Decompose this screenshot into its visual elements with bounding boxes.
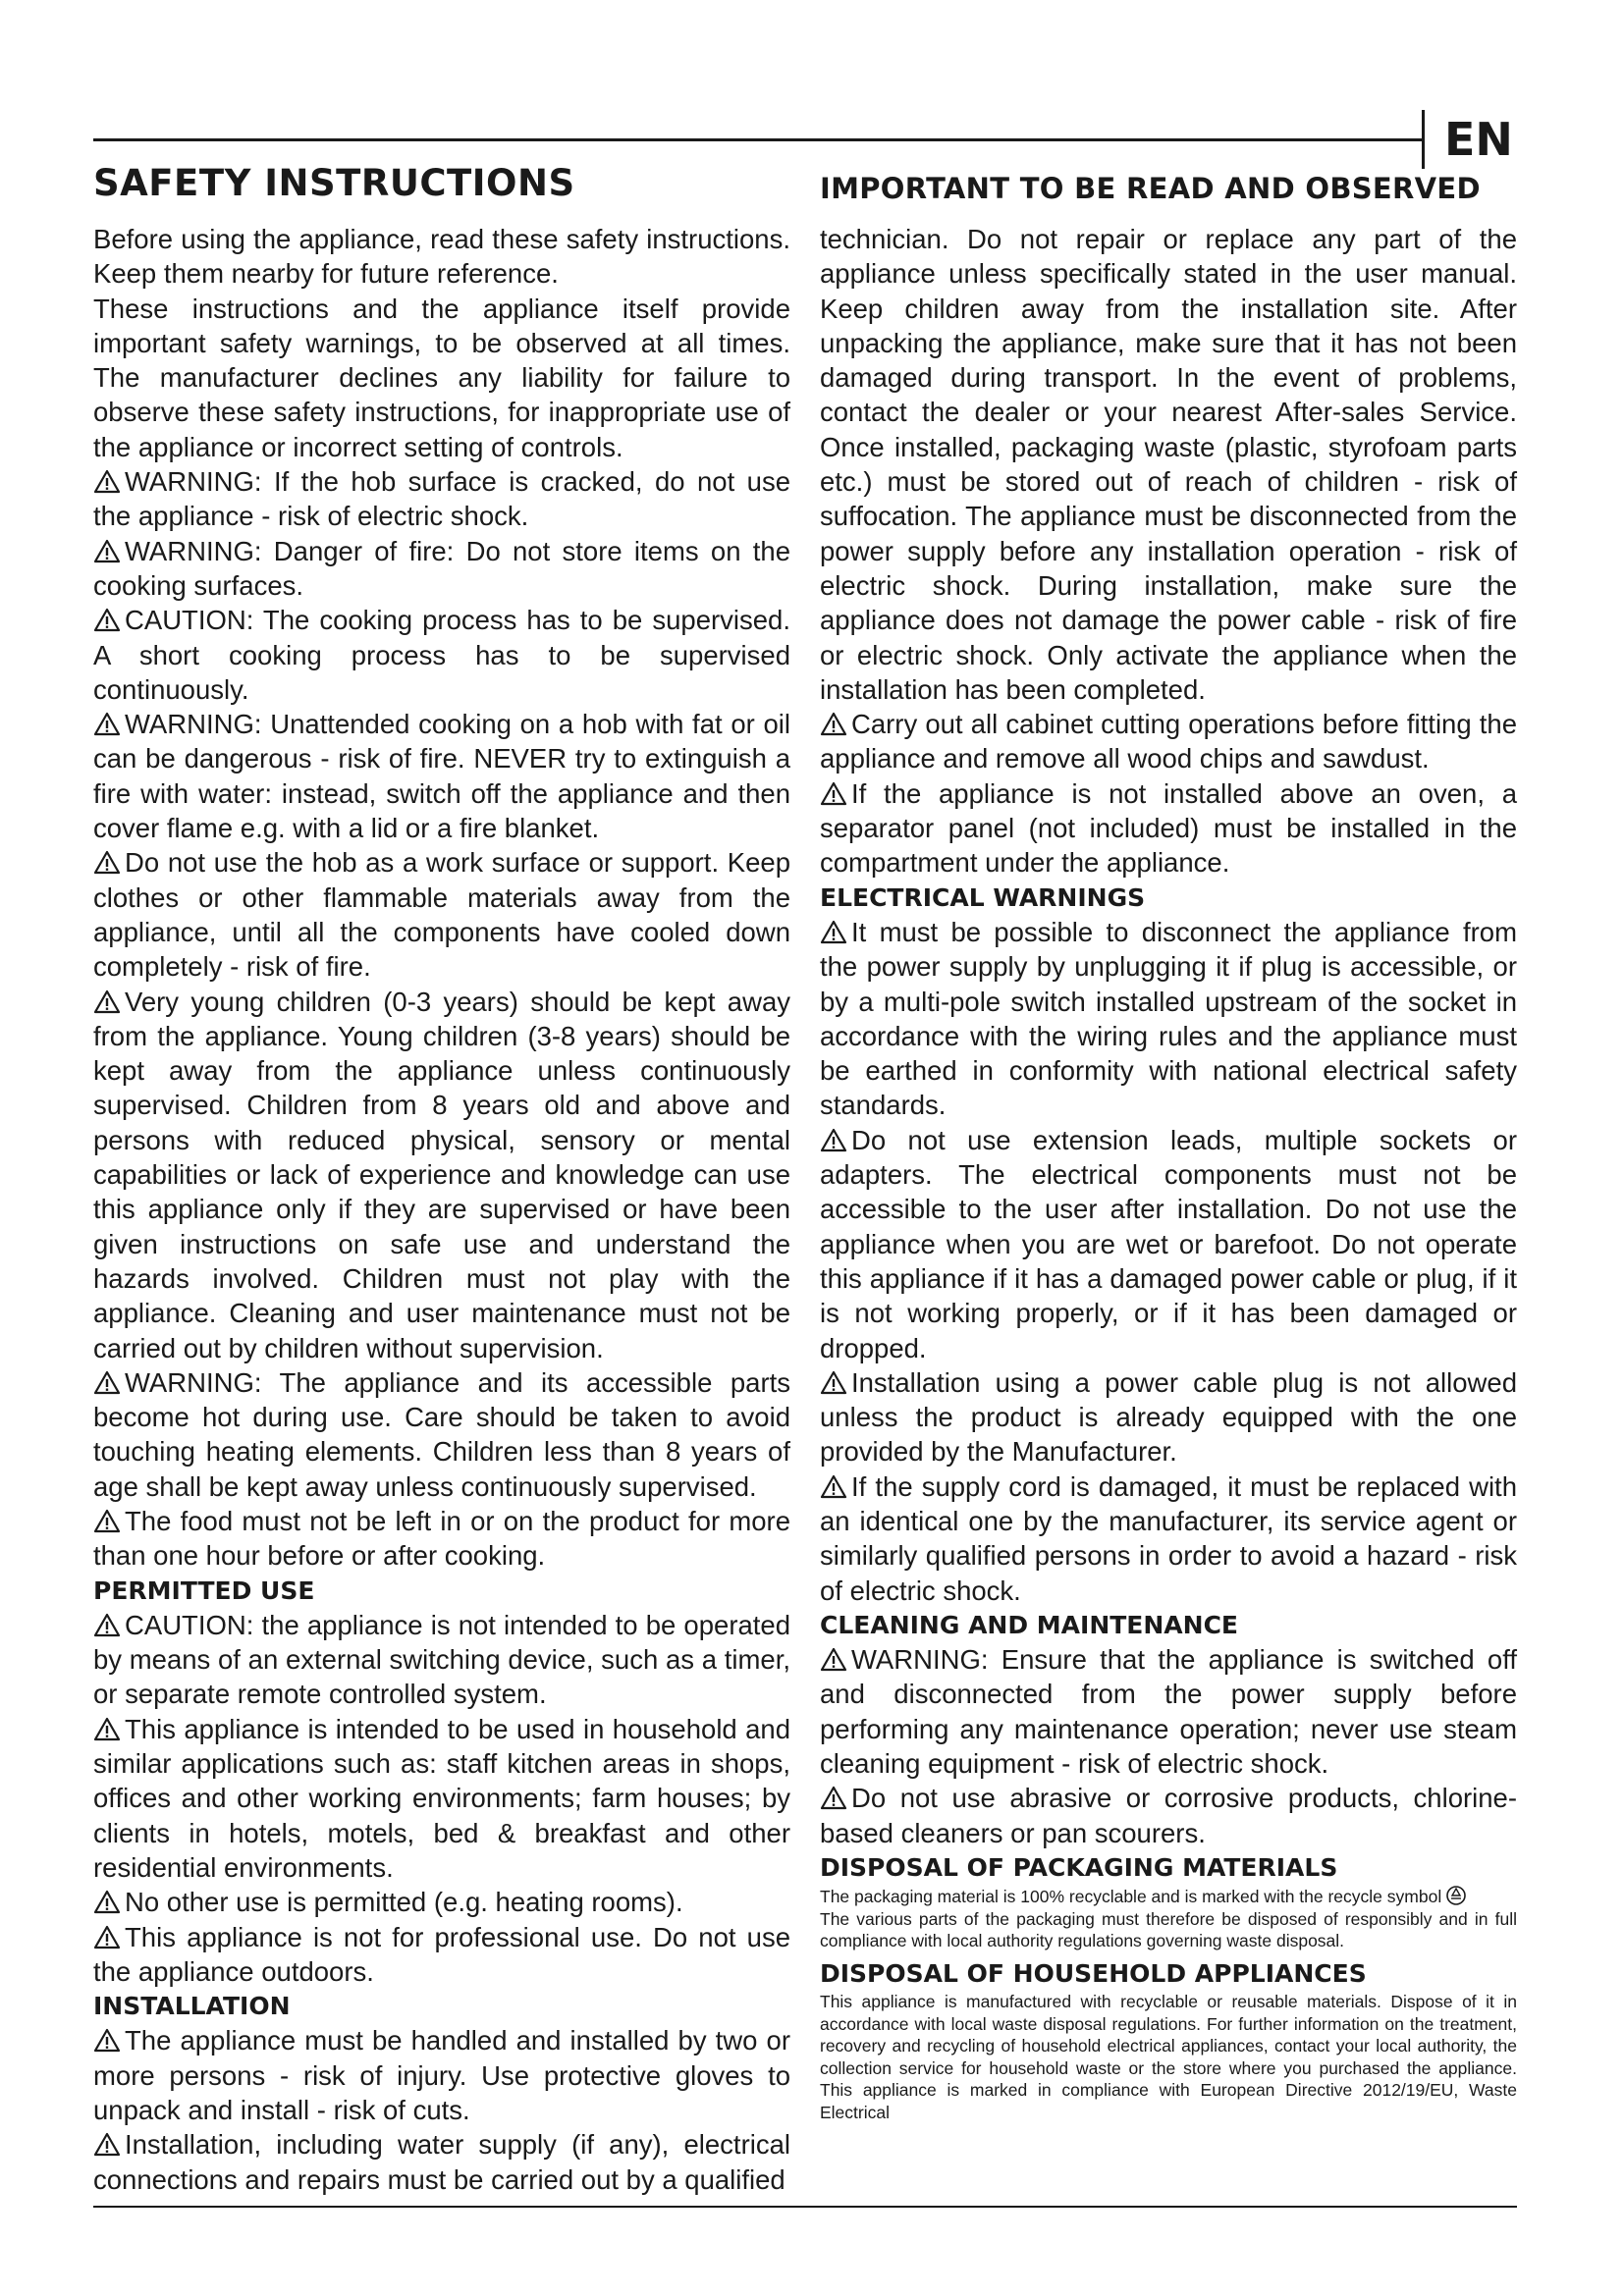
language-code: EN [1422,110,1532,169]
warning-item: Carry out all cabinet cutting operations before fitting the appliance and remove all wood chips and sawdust. [820,709,1517,774]
warning-item: If the appliance is not installed above an oven, a separator panel (not included) must be installed in the compartment under the appliance. [820,777,1517,879]
warning-item: Do not use the hob as a work surface or support. Keep clothes or other flammable materials away from the appliance, until all the components have cooled down completely - risk of fire. [93,847,790,983]
warning-triangle-icon [93,466,125,497]
warning-item: Do not use extension leads, multiple sockets or adapters. The electrical components must not be accessible to the user after installation. Do not use the appliance when you are wet or barefoot. Do not operate this appliance if it has a damaged power cable or plug, if it is not working properly, or if it has been damaged or dropped. [820,1124,1517,1363]
section-heading-electrical-warnings: ELECTRICAL WARNINGS [820,882,1146,912]
warning-item: WARNING: Danger of fire: Do not store items on the cooking surfaces. [93,535,790,601]
warning-triangle-icon [93,536,125,566]
warning-triangle-icon [93,1887,125,1917]
warning-item: If the supply cord is damaged, it must be replaced with an identical one by the manufacturer, its service agent or similarly qualified persons in order to avoid a hazard - risk of electric shock. [820,1470,1517,1606]
section-heading-permitted-use: PERMITTED USE [93,1575,315,1605]
section-heading-installation: INSTALLATION [93,1992,291,2021]
warning-triangle-icon [93,987,125,1017]
warning-item: Installation, including water supply (if any), electrical connections and repairs must be carried out by a qualified [93,2129,790,2195]
warning-triangle-icon [93,2025,125,2056]
appliance-disposal-paragraph: This appliance is manufactured with recyclable or reusable materials. Dispose of it in accordance with local waste disposal regulations. For further information on the treatment, recovery and recycling of household electrical appliances, contact your local authority, the collection service for household waste or the store where you purchased the appliance. This appliance is marked in compliance with European Directive 2012/19/EU, Waste Electrical [820,1992,1517,2122]
warning-item: WARNING: Unattended cooking on a hob with fat or oil can be dangerous - risk of fire. NEVER try to extinguish a fire with water: instead, switch off the appliance and then cover flame e.g. with a lid or a fire blanket. [93,709,790,844]
warning-triangle-icon [93,847,125,878]
warning-item: It must be possible to disconnect the appliance from the power supply by unplugging it if plug is accessible, or by a multi-pole switch installed upstream of the socket in accordance with the wiring rules and the appliance must be earthed in conformity with national electrical safety standards. [820,916,1517,1121]
warning-item: The appliance must be handled and installed by two or more persons - risk of injury. Use protective gloves to unpack and install - risk of cuts. [93,2025,790,2126]
warning-triangle-icon [93,605,125,635]
section-heading-appliance-disposal: DISPOSAL OF HOUSEHOLD APPLIANCES [820,1958,1367,1988]
top-rule [93,138,1422,141]
packaging-paragraph: The various parts of the packaging must therefore be disposed of responsibly and in full compliance with local authority regulations governing waste disposal. [820,1908,1517,1951]
warning-triangle-icon [93,2129,125,2160]
warning-triangle-icon [820,1367,851,1398]
intro-paragraph: These instructions and the appliance itself provide important safety warnings, to be observed at all times. The manufacturer declines any liability for failure to observe these safety instructions, for inappropriate use of the appliance or incorrect setting of controls. [93,293,790,462]
warning-triangle-icon [820,1471,851,1502]
installation-paragraph: technician. Do not repair or replace any part of the appliance unless specifically stated in the user manual. Keep children away from the installation site. After unpacking the appliance, make sure that it has not been damaged during transport. In the event of problems, contact the dealer or your nearest After-sales Service. Once installed, packaging waste (plastic, styrofoam parts etc.) must be stored out of reach of children - risk of suffocation. The appliance must be disconnected from the power supply before any installation operation - risk of electric shock. During installation, make sure the appliance does not damage the power cable - risk of fire or electric shock. Only activate the appliance when the installation has been completed. [820,224,1517,705]
warning-triangle-icon [820,778,851,809]
warning-item: Do not use abrasive or corrosive products, chlorine-based cleaners or pan scourers. [820,1783,1517,1848]
warning-item: Installation using a power cable plug is not allowed unless the product is already equipped with the one provided by the Manufacturer. [820,1366,1517,1468]
warning-triangle-icon [820,1125,851,1155]
page-title: SAFETY INSTRUCTIONS [93,162,575,204]
warning-triangle-icon [820,1783,851,1813]
bottom-rule [93,2206,1517,2208]
warning-item: The food must not be left in or on the product for more than one hour before or after cooking. [93,1505,790,1572]
right-column [820,222,1517,2123]
warning-item: This appliance is intended to be used in household and similar applications such as: staff kitchen areas in shops, offices and other working environments; farm houses; by clients in hotels, motels, bed & breakfast and other residential environments. [93,1713,790,1883]
warning-item: CAUTION: the appliance is not intended to be operated by means of an external switching device, such as a timer, or separate remote controlled system. [93,1609,790,1710]
warning-item: WARNING: If the hob surface is cracked, do not use the appliance - risk of electric shock. [93,466,790,532]
intro-paragraph: Before using the appliance, read these safety instructions. Keep them nearby for future reference. [93,224,790,290]
warning-item: This appliance is not for professional use. Do not use the appliance outdoors. [93,1921,790,1987]
warning-item: WARNING: Ensure that the appliance is switched off and disconnected from the power supply before performing any maintenance operation; never use steam cleaning equipment - risk of electric shock. [820,1644,1517,1780]
warning-triangle-icon [93,1506,125,1536]
warning-item: WARNING: The appliance and its accessible parts become hot during use. Care should be taken to avoid touching heating elements. Children less than 8 years of age shall be kept away unless continuously supervised. [93,1366,790,1502]
warning-triangle-icon [93,1367,125,1398]
warning-triangle-icon [93,1610,125,1640]
warning-triangle-icon [820,709,851,739]
left-column [93,222,790,2197]
recycle-icon [1441,1887,1467,1906]
page-subtitle: IMPORTANT TO BE READ AND OBSERVED [820,172,1481,205]
packaging-paragraph: The packaging material is 100% recyclable and is marked with the recycle symbol [820,1885,1517,1908]
section-heading-packaging-disposal: DISPOSAL OF PACKAGING MATERIALS [820,1852,1338,1882]
warning-triangle-icon [93,1714,125,1744]
warning-triangle-icon [820,917,851,947]
warning-triangle-icon [93,709,125,739]
warning-item: No other use is permitted (e.g. heating rooms). [93,1885,790,1919]
warning-item: Very young children (0-3 years) should be kept away from the appliance. Young children (3-8 years) should be kept away from the appliance unless continuously supervised. Children from 8 years old and above and persons with reduced physical, sensory or mental capabilities or lack of experience and knowledge can use this appliance only if they are supervised or have been given instructions on safe use and understand the hazards involved. Children must not play with the appliance. Cleaning and user maintenance must not be carried out by children without supervision. [93,986,790,1363]
warning-item: CAUTION: The cooking process has to be supervised. A short cooking process has to be supervised continuously. [93,605,790,705]
section-heading-cleaning: CLEANING AND MAINTENANCE [820,1610,1239,1639]
warning-triangle-icon [820,1644,851,1675]
warning-triangle-icon [93,1922,125,1952]
